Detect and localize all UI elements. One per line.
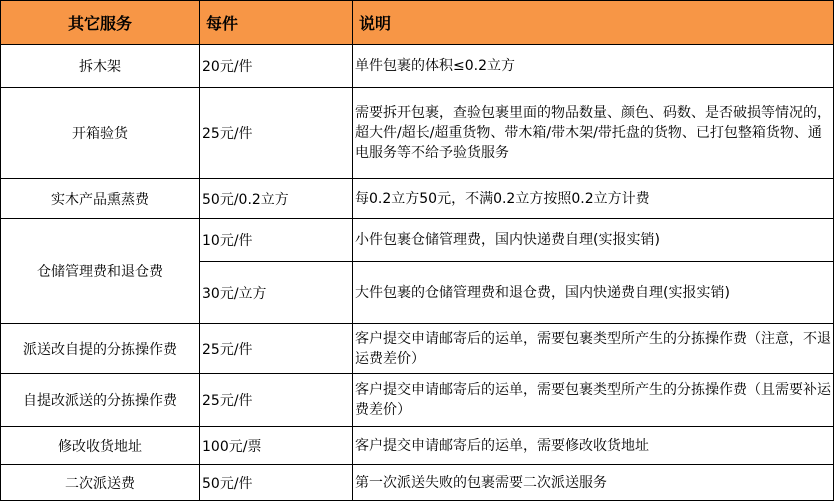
service-name: 派送改自提的分拣操作费 (1, 324, 200, 374)
service-description: 客户提交申请邮寄后的运单，需要修改收货地址 (353, 427, 834, 465)
service-description: 小件包裹仓储管理费，国内快递费自理(实报实销) (353, 219, 834, 262)
header-description: 说明 (353, 1, 834, 45)
header-fee: 每件 (200, 1, 353, 45)
service-name: 仓储管理费和退仓费 (1, 219, 200, 324)
table-row (1, 324, 834, 374)
service-name: 自提改派送的分拣操作费 (1, 374, 200, 427)
service-fee: 20元/件 (200, 45, 353, 88)
service-name: 开箱验货 (1, 88, 200, 179)
service-fee: 25元/件 (200, 324, 353, 374)
table-row (1, 219, 834, 262)
service-name: 实木产品熏蒸费 (1, 179, 200, 219)
service-name: 拆木架 (1, 45, 200, 88)
service-fee: 25元/件 (200, 374, 353, 427)
service-description: 客户提交申请邮寄后的运单，需要包裹类型所产生的分拣操作费（且需要补运费差价） (353, 374, 834, 427)
service-description: 每0.2立方50元，不满0.2立方按照0.2立方计费 (353, 179, 834, 219)
table-row (1, 465, 834, 501)
service-fee: 25元/件 (200, 88, 353, 179)
header-row (1, 1, 834, 45)
service-description: 需要拆开包裹，查验包裹里面的物品数量、颜色、码数、是否破损等情况的，超大件/超长/超重货物、带木箱/带木架/带托盘的货物、已打包整箱货物、通电服务等不给予验货服务 (353, 88, 834, 179)
table-row (1, 179, 834, 219)
service-fee: 50元/件 (200, 465, 353, 501)
service-description: 客户提交申请邮寄后的运单，需要包裹类型所产生的分拣操作费（注意，不退运费差价） (353, 324, 834, 374)
service-description: 大件包裹的仓储管理费和退仓费，国内快递费自理(实报实销) (353, 262, 834, 324)
table-row (1, 427, 834, 465)
table-row (1, 88, 834, 179)
service-fee: 50元/0.2立方 (200, 179, 353, 219)
table-row (1, 45, 834, 88)
table-row (1, 374, 834, 427)
service-name: 二次派送费 (1, 465, 200, 501)
service-description: 单件包裹的体积≤0.2立方 (353, 45, 834, 88)
service-fee: 10元/件 (200, 219, 353, 262)
service-fee: 100元/票 (200, 427, 353, 465)
header-service: 其它服务 (1, 1, 200, 45)
service-name: 修改收货地址 (1, 427, 200, 465)
service-description: 第一次派送失败的包裹需要二次派送服务 (353, 465, 834, 501)
service-fee: 30元/立方 (200, 262, 353, 324)
